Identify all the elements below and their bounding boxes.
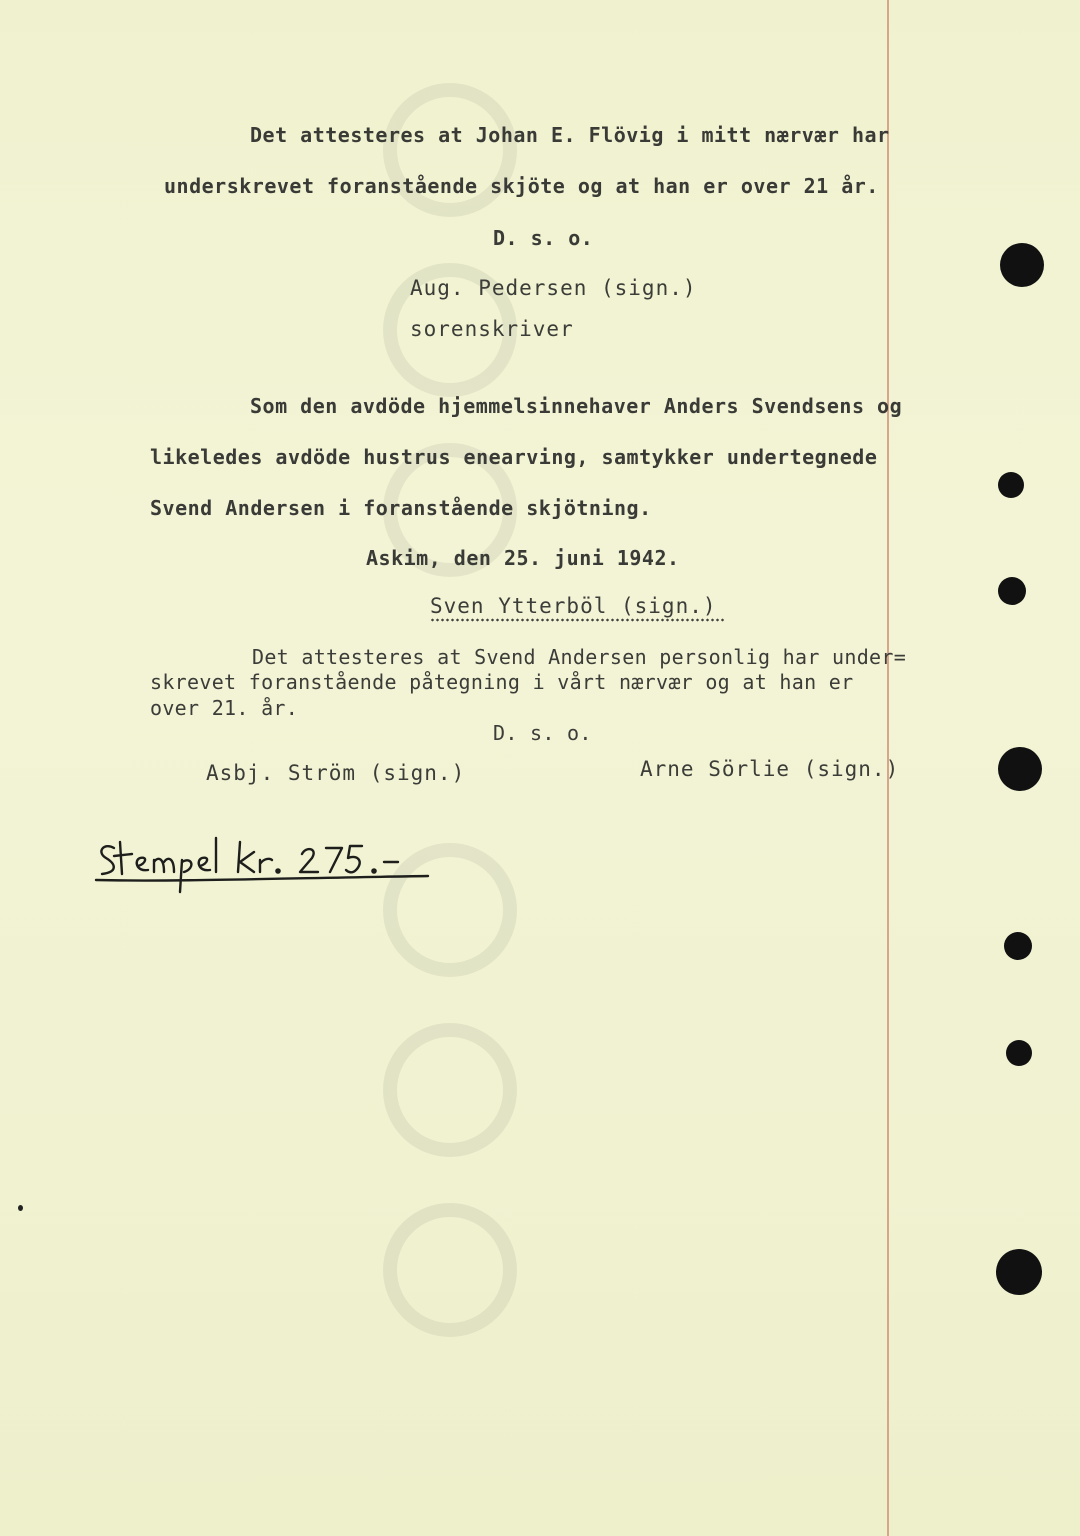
p1-signer-title: sorenskriver <box>410 317 574 341</box>
binder-hole <box>998 747 1042 791</box>
signature-dotted-line <box>430 618 726 622</box>
p3-witness2: Arne Sörlie (sign.) <box>640 757 900 781</box>
ink-speck <box>18 1205 23 1211</box>
p2-line1: Som den avdöde hjemmelsinnehaver Anders Svendsens og <box>250 394 903 418</box>
binder-hole <box>1004 932 1032 960</box>
binder-hole <box>1000 243 1044 287</box>
handwritten-stamp-note <box>92 830 442 900</box>
p1-closing: D. s. o. <box>493 226 594 250</box>
binder-hole <box>996 1249 1042 1295</box>
p2-place-date: Askim, den 25. juni 1942. <box>366 546 680 570</box>
p3-line2: skrevet foranstående påtegning i vårt nærvær og at han er <box>150 670 854 694</box>
p3-witness1: Asbj. Ström (sign.) <box>206 761 466 785</box>
p1-line2: underskrevet foranstående skjöte og at han er over 21 år. <box>164 174 879 198</box>
p3-closing: D. s. o. <box>493 721 592 745</box>
p1-signer: Aug. Pedersen (sign.) <box>410 276 697 300</box>
p2-line3: Svend Andersen i foranstående skjötning. <box>150 496 652 520</box>
p2-line2: likeledes avdöde hustrus enearving, samtykker undertegnede <box>150 445 878 469</box>
binder-hole <box>998 577 1026 605</box>
p3-line3: over 21. år. <box>150 696 299 720</box>
p1-line1: Det attesteres at Johan E. Flövig i mitt nærvær har <box>250 123 890 147</box>
binder-hole <box>998 472 1024 498</box>
p3-line1: Det attesteres at Svend Andersen personlig har under= <box>252 645 907 669</box>
p2-signer: Sven Ytterböl (sign.) <box>430 594 717 618</box>
binder-hole <box>1006 1040 1032 1066</box>
